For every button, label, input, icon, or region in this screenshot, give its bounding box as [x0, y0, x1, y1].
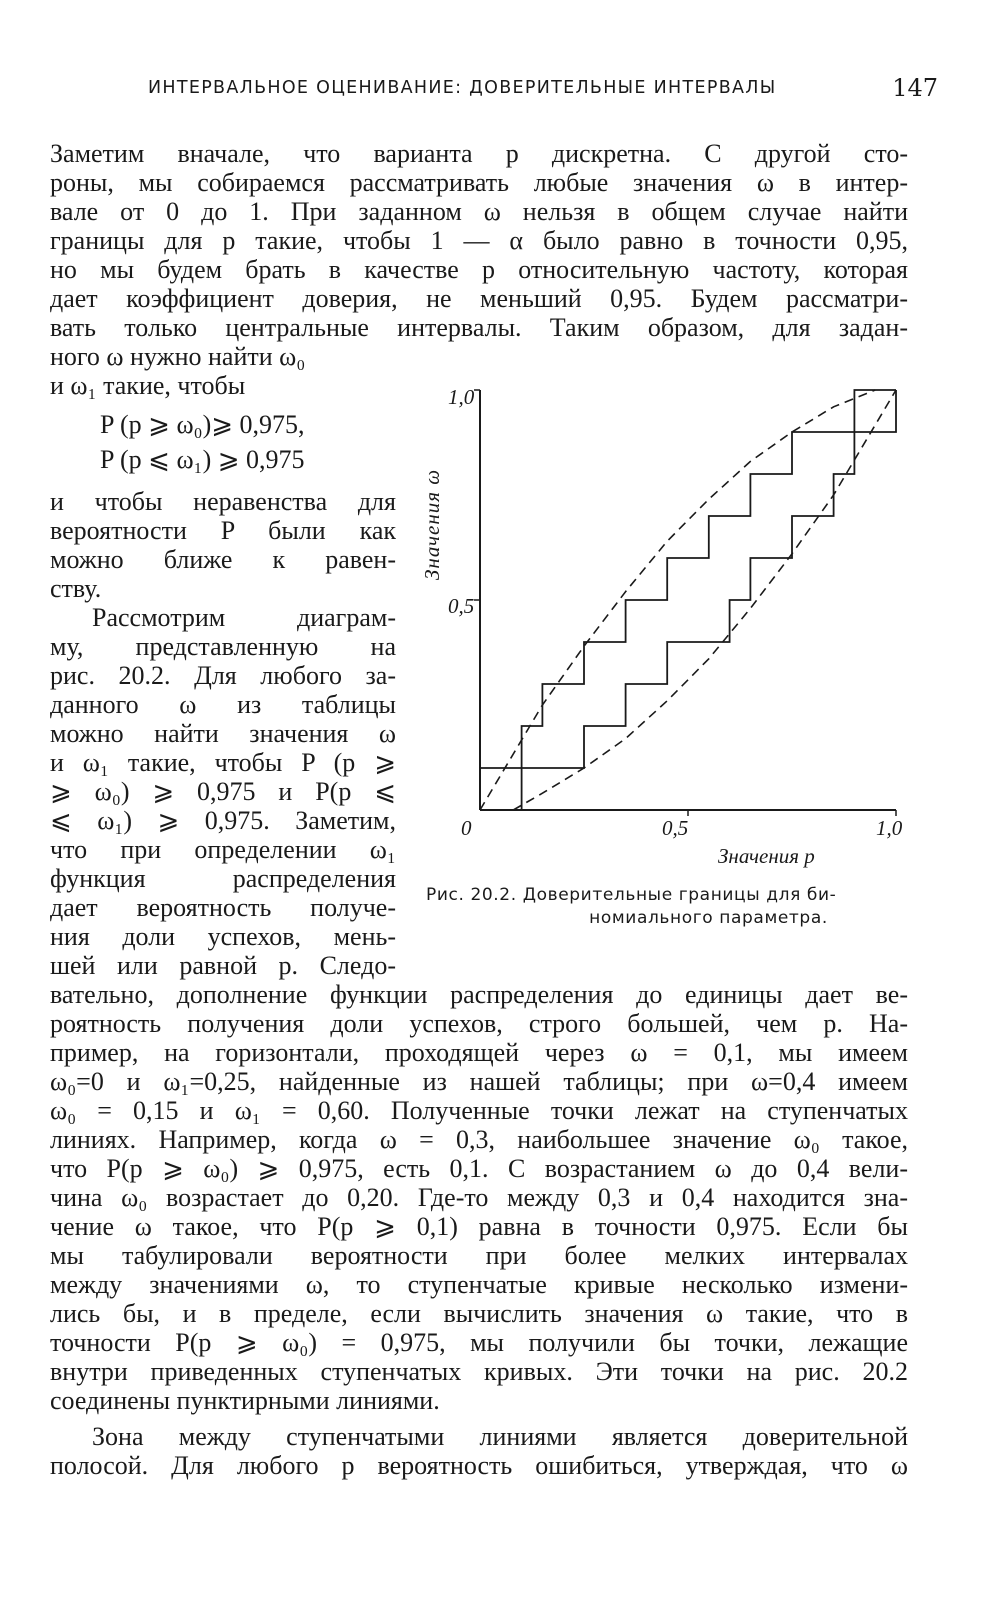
x-tick-label: 1,0	[876, 816, 903, 840]
text-line: и чтобы неравенства для	[50, 487, 396, 516]
dashed-limit-curve	[480, 390, 875, 810]
text-line: Рассмотрим диаграм-	[92, 603, 396, 632]
text-line: ния доли успехов, мень-	[50, 922, 396, 951]
page-number: 147	[892, 74, 938, 102]
text-line: и ω₁ такие, чтобы	[50, 371, 246, 400]
formula: P (p ⩽ ω₁) ⩾ 0,975	[100, 445, 305, 474]
text-line: вательно, дополнение функции распределения до единицы дает ве-	[50, 980, 908, 1009]
text-line: между значениями ω, то ступенчатые кривые несколько измени-	[50, 1270, 908, 1299]
text-line: можно найти значения ω	[50, 719, 396, 748]
text-line: функция распределения	[50, 864, 396, 893]
text-line: но мы будем брать в качестве p относительную частоту, которая	[50, 255, 908, 284]
figure-caption	[426, 884, 911, 930]
text-line: что при определении ω₁	[50, 835, 396, 864]
y-axis-label: Значения ω	[420, 468, 444, 580]
text-line: ω₀ = 0,15 и ω₁ = 0,60. Полученные точки лежат на ступенчатых	[50, 1096, 908, 1125]
text-line: Зона между ступенчатыми линиями является доверительной	[92, 1422, 908, 1451]
text-line: Заметим вначале, что варианта p дискретна. С другой сто-	[50, 139, 908, 168]
text-line: что P(p ⩾ ω₀) ⩾ 0,975, есть 0,1. С возрастанием ω до 0,4 вели-	[50, 1154, 908, 1183]
text-line: полосой. Для любого p вероятность ошибиться, утверждая, что ω	[50, 1451, 908, 1480]
x-tick-label: 0,5	[662, 816, 689, 840]
step-limit-line	[480, 390, 896, 810]
text-line: вать только центральные интервалы. Таким образом, для задан-	[50, 313, 908, 342]
text-line: точности P(p ⩾ ω₀) = 0,975, мы получили бы точки, лежащие	[50, 1328, 908, 1357]
text-line: му, представленную на	[50, 632, 396, 661]
y-tick-label: 1,0	[448, 385, 475, 409]
running-title: ИНТЕРВАЛЬНОЕ ОЦЕНИВАНИЕ: ДОВЕРИТЕЛЬНЫЕ ИНТЕРВАЛЫ	[148, 78, 777, 98]
text-line: чение ω такое, что P(p ⩾ 0,1) равна в точности 0,975. Если бы	[50, 1212, 908, 1241]
text-line: роятность получения доли успехов, строго большей, чем p. На-	[50, 1009, 908, 1038]
text-line: границы для p такие, чтобы 1 — α было равно в точности 0,95,	[50, 226, 908, 255]
text-line: дает коэффициент доверия, не меньший 0,95. Будем рассматри-	[50, 284, 908, 313]
text-line: ного ω нужно найти ω₀	[50, 342, 306, 371]
text-line: можно ближе к равен-	[50, 545, 396, 574]
text-line: чина ω₀ возрастает до 0,20. Где-то между 0,3 и 0,4 находится зна-	[50, 1183, 908, 1212]
x-axis-label: Значения p	[718, 844, 815, 868]
text-line: вероятности P были как	[50, 516, 396, 545]
text-line: рис. 20.2. Для любого за-	[50, 661, 396, 690]
text-line: мы табулировали вероятности при более мелких интервалах	[50, 1241, 908, 1270]
text-line: дает вероятность получе-	[50, 893, 396, 922]
text-line: ⩽ ω₁) ⩾ 0,975. Заметим,	[50, 806, 396, 835]
text-line: лись бы, и в пределе, если вычислить значения ω такие, что в	[50, 1299, 908, 1328]
text-line: внутри приведенных ступенчатых кривых. Эти точки на рис. 20.2	[50, 1357, 908, 1386]
text-line: пример, на горизонтали, проходящей через ω = 0,1, мы имеем	[50, 1038, 908, 1067]
text-line: ству.	[50, 574, 102, 603]
y-tick-label: 0,5	[448, 594, 475, 618]
text-line: роны, мы собираемся рассматривать любые значения ω в интер-	[50, 168, 908, 197]
text-line: соединены пунктирными линиями.	[50, 1386, 440, 1415]
text-line: данного ω из таблицы	[50, 690, 396, 719]
dashed-limit-curve	[513, 390, 896, 810]
caption-line: Рис. 20.2. Доверительные границы для би-	[426, 885, 837, 905]
x-tick-label: 0	[461, 816, 472, 840]
text-line: вале от 0 до 1. При заданном ω нельзя в общем случае найти	[50, 197, 908, 226]
text-line: ⩾ ω₀) ⩾ 0,975 и P(p ⩽	[50, 777, 396, 806]
caption-line: номиального параметра.	[589, 908, 828, 928]
text-line: линиях. Например, когда ω = 0,3, наибольшее значение ω₀ такое,	[50, 1125, 908, 1154]
text-line: и ω₁ такие, чтобы P (p ⩾	[50, 748, 396, 777]
formula: P (p ⩾ ω₀)⩾ 0,975,	[100, 410, 305, 439]
text-line: шей или равной p. Следо-	[50, 951, 396, 980]
text-line: ω₀=0 и ω₁=0,25, найденные из нашей таблицы; при ω=0,4 имеем	[50, 1067, 908, 1096]
step-limit-line	[480, 390, 896, 810]
